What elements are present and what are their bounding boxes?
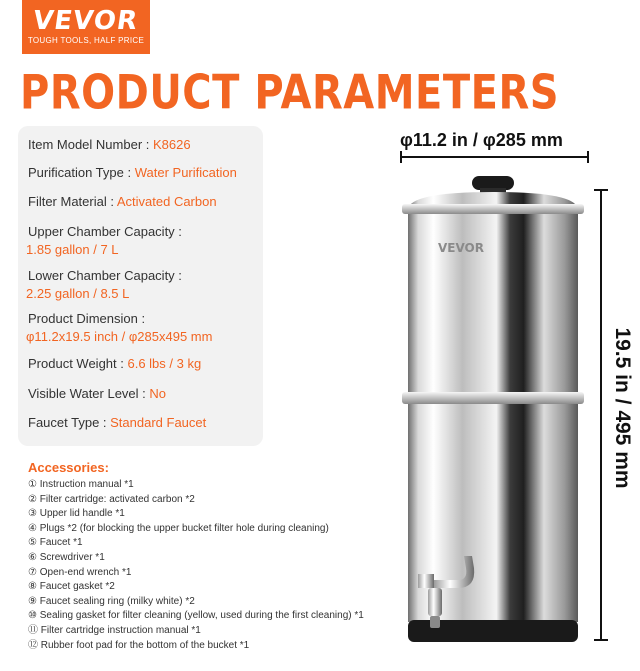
spec-panel — [18, 126, 263, 446]
height-line — [600, 190, 602, 640]
spec-value: 1.85 gallon / 7 L — [26, 242, 119, 257]
spec-dimension — [28, 310, 212, 346]
diameter-label: φ11.2 in / φ285 mm — [400, 130, 563, 150]
spec-label: Product Dimension : — [28, 311, 146, 326]
spec-value: Water Purification — [134, 165, 237, 180]
spec-value: 2.25 gallon / 8.5 L — [26, 286, 130, 301]
accessories-title: Accessories: — [28, 460, 109, 475]
list-item: ③ Upper lid handle *1 — [28, 508, 125, 520]
list-item: ⑤ Faucet *1 — [28, 537, 83, 549]
spec-filter-material — [28, 193, 217, 211]
list-item: ⑫ Rubber foot pad for the bottom of the bucket *1 — [28, 639, 250, 651]
spec-label: Faucet Type : — [28, 415, 111, 430]
spec-value: φ11.2x19.5 inch / φ285x495 mm — [26, 329, 213, 344]
page-title: PRODUCT PARAMETERS — [20, 66, 560, 121]
accessories-list — [28, 478, 364, 653]
height-label: 19.5 in / 495 mm — [611, 327, 634, 489]
spec-value: No — [149, 386, 167, 401]
spec-label: Visible Water Level : — [28, 386, 150, 401]
spec-weight — [28, 355, 201, 373]
brand-logo — [22, 0, 150, 54]
spec-label: Upper Chamber Capacity : — [28, 224, 182, 239]
diameter-tick-left — [400, 151, 402, 163]
spec-purification-type — [28, 164, 237, 182]
spec-label: Filter Material : — [28, 194, 117, 209]
spec-label: Product Weight : — [28, 356, 128, 371]
spec-label: Lower Chamber Capacity : — [28, 268, 182, 283]
spec-model-number — [28, 136, 191, 154]
list-item: ⑦ Open-end wrench *1 — [28, 566, 132, 578]
spec-label: Purification Type : — [28, 165, 135, 180]
spec-value: 6.6 lbs / 3 kg — [127, 356, 202, 371]
list-item: ⑪ Filter cartridge instruction manual *1 — [28, 624, 201, 636]
diameter-line — [401, 156, 588, 158]
chamber-brand-mark: VEVOR — [438, 241, 485, 255]
spec-upper-capacity — [28, 223, 182, 259]
diameter-tick-right — [587, 151, 589, 163]
lid-knob — [472, 176, 514, 194]
spec-value: K8626 — [153, 137, 191, 152]
spec-label: Item Model Number : — [28, 137, 153, 152]
spec-value: Standard Faucet — [110, 415, 207, 430]
logo-text: VEVOR — [31, 6, 140, 36]
list-item: ⑩ Sealing gasket for filter cleaning (yellow, used during the first cleaning) *1 — [28, 610, 364, 622]
list-item: ⑨ Faucet sealing ring (milky white) *2 — [28, 595, 195, 607]
spec-value: Activated Carbon — [116, 194, 217, 209]
list-item: ④ Plugs *2 (for blocking the upper bucket filter hole during cleaning) — [28, 522, 329, 534]
list-item: ② Filter cartridge: activated carbon *2 — [28, 493, 195, 505]
logo-tagline: TOUGH TOOLS, HALF PRICE — [27, 36, 145, 45]
list-item: ⑧ Faucet gasket *2 — [28, 581, 115, 593]
spec-faucet-type — [28, 414, 206, 432]
water-filter-illustration — [388, 170, 598, 648]
list-item: ⑥ Screwdriver *1 — [28, 551, 105, 563]
spec-water-level — [28, 385, 166, 403]
upper-chamber — [408, 214, 578, 392]
list-item: ① Instruction manual *1 — [28, 479, 134, 490]
chamber-joint — [402, 392, 584, 404]
lid-rim — [402, 204, 584, 214]
spec-lower-capacity — [28, 267, 182, 303]
